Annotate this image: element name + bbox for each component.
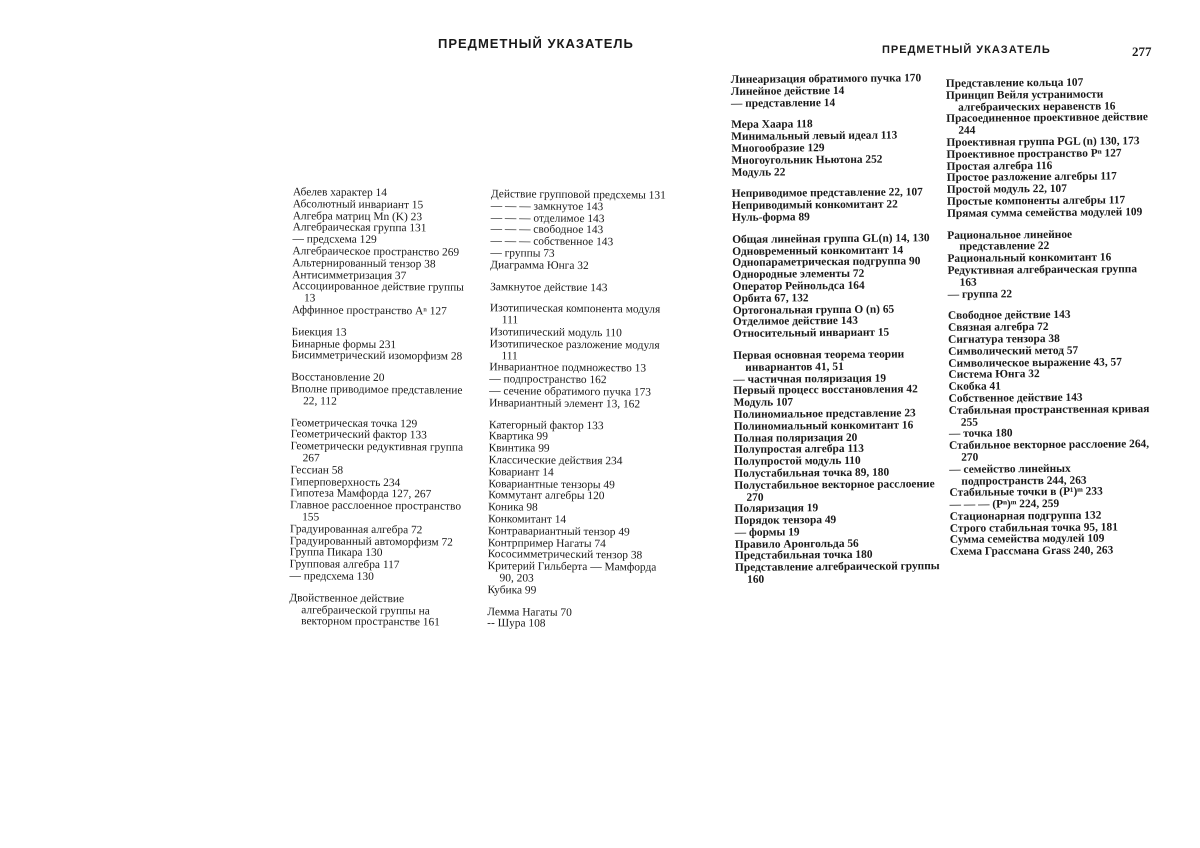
index-entry: — представление 14 bbox=[730, 96, 836, 110]
index-letter-group bbox=[289, 593, 469, 630]
index-letter-group bbox=[292, 187, 473, 318]
index-entry: Отделимое действие 143 bbox=[732, 315, 858, 329]
index-letter-group bbox=[291, 372, 471, 409]
index-entry: Прямая сумма семейства модулей 109 bbox=[946, 205, 1143, 220]
index-entry: Полиномиальный конкомитант 16 bbox=[733, 419, 914, 433]
index-letter-group bbox=[487, 420, 674, 599]
index-entry: Относительный инвариант 15 bbox=[732, 326, 890, 341]
index-entry: Коммутант алгебры 120 bbox=[488, 489, 605, 503]
index-entry: Стационарная подгруппа 132 bbox=[949, 509, 1102, 523]
index-entry: Нуль-форма 89 bbox=[731, 211, 810, 224]
index-entry: Геометрическая точка 129 bbox=[290, 416, 418, 430]
index-letter-group bbox=[946, 77, 1149, 220]
index-entry: Поляризация 19 bbox=[734, 502, 819, 516]
index-entry: Конкомитант 14 bbox=[488, 513, 567, 526]
index-letter-group bbox=[489, 304, 675, 412]
index-column bbox=[946, 77, 1152, 569]
index-entry: Абсолютный инвариант 15 bbox=[292, 198, 424, 212]
running-head: ПРЕДМЕТНЫЙ УКАЗАТЕЛЬ bbox=[438, 36, 634, 51]
index-letter-group bbox=[290, 418, 471, 585]
index-entry: — формы 19 bbox=[734, 526, 800, 539]
index-letter-group bbox=[490, 189, 676, 273]
index-entry: Общая линейная группа GL(n) 14, 130 bbox=[732, 231, 930, 246]
index-entry: Стабильные точки в (P¹)ᵐ 233 bbox=[949, 485, 1103, 500]
index-entry: Полустабильное векторное расслоение 270 bbox=[734, 477, 935, 504]
index-entry: Неприводимый конкомитант 22 bbox=[731, 198, 898, 213]
index-entry: — предсхема 130 bbox=[289, 570, 374, 583]
index-entry: Алгебраическая группа 131 bbox=[292, 221, 427, 235]
index-entry: — сечение обратимого пучка 173 bbox=[489, 385, 652, 399]
index-entry: Линеаризация обратимого пучка 170 bbox=[730, 72, 922, 86]
index-entry: — частичная поляризация 19 bbox=[733, 372, 887, 386]
index-entry: Одновременный конкомитант 14 bbox=[732, 243, 904, 258]
index-column bbox=[731, 73, 948, 597]
index-entry: Контрпример Нагаты 74 bbox=[487, 536, 606, 550]
index-entry: — подпространство 162 bbox=[489, 373, 607, 387]
index-entry: Группа Пикара 130 bbox=[289, 546, 383, 560]
index-entry: Полустабильная точка 89, 180 bbox=[734, 466, 890, 480]
index-entry: Замкнутое действие 143 bbox=[490, 280, 608, 294]
index-entry: Оператор Рейнольдса 164 bbox=[732, 279, 865, 293]
index-entry: Ассоциированное действие группы 13 bbox=[292, 280, 464, 305]
index-entry: Гипотеза Мамфорда 127, 267 bbox=[290, 487, 432, 501]
index-entry: — — — отделимое 143 bbox=[490, 211, 605, 225]
index-entry: Биекция 13 bbox=[291, 325, 347, 339]
index-letter-group bbox=[732, 187, 944, 224]
index-entry: Связная алгебра 72 bbox=[947, 321, 1049, 335]
index-entry: Абелев характер 14 bbox=[292, 186, 388, 200]
index-entry: Алгебра матриц Mn (K) 23 bbox=[292, 209, 423, 223]
index-entry: — группа 22 bbox=[947, 287, 1013, 301]
index-entry: Диаграмма Юнга 32 bbox=[490, 258, 589, 272]
index-entry: Символический метод 57 bbox=[948, 344, 1079, 358]
index-entry: Альтернированный тензор 38 bbox=[292, 257, 436, 271]
index-entry: Действие групповой предсхемы 131 bbox=[490, 188, 666, 202]
index-entry: Полупростой модуль 110 bbox=[734, 454, 861, 469]
index-column bbox=[487, 189, 676, 642]
index-entry: Критерий Гильберта — Мамфорда 90, 203 bbox=[487, 560, 657, 585]
index-entry: Гессиан 58 bbox=[290, 463, 344, 477]
running-head: ПРЕДМЕТНЫЙ УКАЗАТЕЛЬ bbox=[882, 44, 1051, 56]
index-entry: Градуированный автоморфизм 72 bbox=[289, 534, 453, 549]
index-entry: Ковариант 14 bbox=[488, 465, 554, 479]
index-entry: Бисимметрический изоморфизм 28 bbox=[291, 349, 463, 364]
index-entry: Простые компоненты алгебры 117 bbox=[946, 194, 1126, 208]
index-entry: Неприводимое представление 22, 107 bbox=[731, 186, 923, 201]
index-entry: Алгебраическое пространство 269 bbox=[292, 245, 460, 259]
index-entry: Контравариантный тензор 49 bbox=[487, 524, 630, 539]
index-entry: Минимальный левый идеал 113 bbox=[731, 129, 898, 144]
index-entry: Орбита 67, 132 bbox=[732, 292, 809, 305]
index-entry: Гиперповерхность 234 bbox=[290, 475, 401, 489]
index-entry: — семейство линейных подпространств 244, 263 bbox=[949, 462, 1087, 488]
index-entry: Классические действия 234 bbox=[488, 454, 623, 468]
index-entry: Многоугольник Ньютона 252 bbox=[731, 153, 883, 167]
index-entry: Рациональное линейное представление 22 bbox=[947, 228, 1073, 254]
index-entry: Однородные элементы 72 bbox=[732, 267, 865, 282]
index-entry: Сигнатура тензора 38 bbox=[948, 332, 1060, 346]
index-entry: Восстановление 20 bbox=[291, 371, 385, 385]
index-letter-group bbox=[733, 349, 947, 587]
index-entry: -- Шура 108 bbox=[487, 617, 546, 630]
index-letter-group bbox=[732, 233, 945, 341]
index-entry: Лемма Нагаты 70 bbox=[487, 605, 572, 619]
index-entry: Прасоединенное проективное действие 244 bbox=[946, 111, 1148, 137]
index-entry: Инвариантный элемент 13, 162 bbox=[489, 396, 641, 411]
index-entry: Простое разложение алгебры 117 bbox=[946, 170, 1117, 185]
index-letter-group bbox=[487, 607, 672, 632]
index-entry: Рациональный конкомитант 16 bbox=[947, 251, 1112, 266]
index-entry: Квартика 99 bbox=[488, 430, 549, 444]
index-entry: — группы 73 bbox=[490, 247, 555, 260]
index-entry: Модуль 107 bbox=[733, 396, 794, 410]
index-entry: Ортогональная группа O (n) 65 bbox=[732, 303, 895, 317]
index-entry: Строго стабильная точка 95, 181 bbox=[949, 521, 1118, 535]
index-entry: Однопараметрическая подгруппа 90 bbox=[732, 255, 921, 270]
index-entry: Представление кольца 107 bbox=[945, 76, 1084, 90]
index-letter-group bbox=[947, 229, 1150, 302]
index-entry: Стабильная пространственная кривая 255 bbox=[948, 402, 1150, 429]
index-entry: Коника 98 bbox=[488, 501, 538, 514]
index-letter-group bbox=[490, 282, 675, 295]
index-entry: Простой модуль 22, 107 bbox=[946, 183, 1067, 197]
index-entry: Кососимметрический тензор 38 bbox=[487, 548, 643, 562]
index-entry: Кубика 99 bbox=[487, 583, 537, 597]
index-entry: — — — собственное 143 bbox=[490, 235, 614, 249]
index-column bbox=[289, 187, 473, 640]
index-entry: Схема Грассмана Grass 240, 263 bbox=[949, 544, 1114, 559]
index-entry: Модуль 22 bbox=[731, 166, 786, 179]
index-entry: — — — замкнутое 143 bbox=[490, 199, 604, 213]
index-entry: Главное расслоенное пространство 155 bbox=[290, 499, 462, 524]
index-entry: — предсхема 129 bbox=[292, 233, 377, 247]
index-entry: Категорный фактор 133 bbox=[488, 418, 604, 432]
index-entry: Проективная группа PGL (n) 130, 173 bbox=[946, 135, 1140, 149]
page-number: 277 bbox=[1132, 44, 1152, 59]
index-entry: Стабильное векторное расслоение 264, 270 bbox=[949, 438, 1150, 464]
index-entry: Инвариантное подмножество 13 bbox=[489, 361, 647, 375]
index-entry: Простая алгебра 116 bbox=[946, 159, 1053, 173]
right-page bbox=[700, 0, 1200, 848]
index-letter-group bbox=[948, 309, 1152, 558]
index-entry: Полиномиальное представление 23 bbox=[733, 407, 916, 421]
index-entry: Аффинное пространство Aⁿ 127 bbox=[291, 304, 447, 318]
index-entry: Полная поляризация 20 bbox=[733, 431, 858, 445]
index-entry: Изотипическая компонента модуля 111 bbox=[489, 302, 661, 327]
index-letter-group bbox=[731, 73, 943, 110]
index-entry: Мера Хаара 118 bbox=[731, 118, 813, 132]
index-entry: Скобка 41 bbox=[948, 380, 1001, 394]
index-entry: Антисимметризация 37 bbox=[292, 268, 407, 282]
index-entry: Сумма семейства модулей 109 bbox=[949, 533, 1105, 547]
index-entry: Геометрический фактор 133 bbox=[290, 428, 427, 442]
index-entry: Принцип Вейля устранимости алгебраических неравенств 16 bbox=[945, 88, 1116, 114]
index-entry: Свободное действие 143 bbox=[947, 309, 1071, 323]
index-entry: Линейное действие 14 bbox=[730, 84, 845, 98]
index-entry: Бинарные формы 231 bbox=[291, 337, 397, 351]
index-entry: Квинтика 99 bbox=[488, 442, 550, 455]
index-entry: Порядок тензора 49 bbox=[734, 514, 837, 528]
index-entry: Изотипический модуль 110 bbox=[489, 326, 622, 340]
index-letter-group bbox=[291, 327, 471, 364]
index-entry: Двойственное действие алгебраической группы на векторном пространстве 161 bbox=[289, 591, 440, 629]
index-entry: Первый процесс восстановления 42 bbox=[733, 383, 918, 398]
index-entry: Символическое выражение 43, 57 bbox=[948, 355, 1122, 370]
index-entry: — — — свободное 143 bbox=[490, 223, 604, 237]
index-entry: Полупростая алгебра 113 bbox=[733, 443, 864, 457]
index-entry: — точка 180 bbox=[948, 427, 1013, 441]
index-entry: Собственное действие 143 bbox=[948, 391, 1083, 405]
index-entry: Ковариантные тензоры 49 bbox=[488, 477, 615, 491]
index-entry: Правило Аронгольда 56 bbox=[734, 537, 859, 551]
index-entry: Геометрически редуктивная группа 267 bbox=[290, 440, 464, 465]
index-entry: — — — (Pⁿ)ᵐ 224, 259 bbox=[949, 498, 1060, 511]
index-entry: Первая основная теорема теории инвариантов 41, 51 bbox=[733, 348, 905, 374]
index-letter-group bbox=[731, 118, 944, 179]
index-entry: Представление алгебраической группы 160 bbox=[734, 560, 940, 586]
index-entry: Многообразие 129 bbox=[731, 142, 825, 155]
index-entry: Градуированная алгебра 72 bbox=[289, 522, 423, 537]
index-entry: Система Юнга 32 bbox=[948, 368, 1040, 382]
index-entry: Редуктивная алгебраическая группа 163 bbox=[947, 263, 1138, 289]
index-entry: Групповая алгебра 117 bbox=[289, 558, 400, 572]
index-entry: Проективное пространство Pⁿ 127 bbox=[946, 147, 1122, 161]
index-entry: Вполне приводимое представление 22, 112 bbox=[291, 383, 463, 408]
index-entry: Изотипическое разложение модуля 111 bbox=[489, 337, 660, 363]
index-entry: Предстабильная точка 180 bbox=[734, 549, 873, 563]
